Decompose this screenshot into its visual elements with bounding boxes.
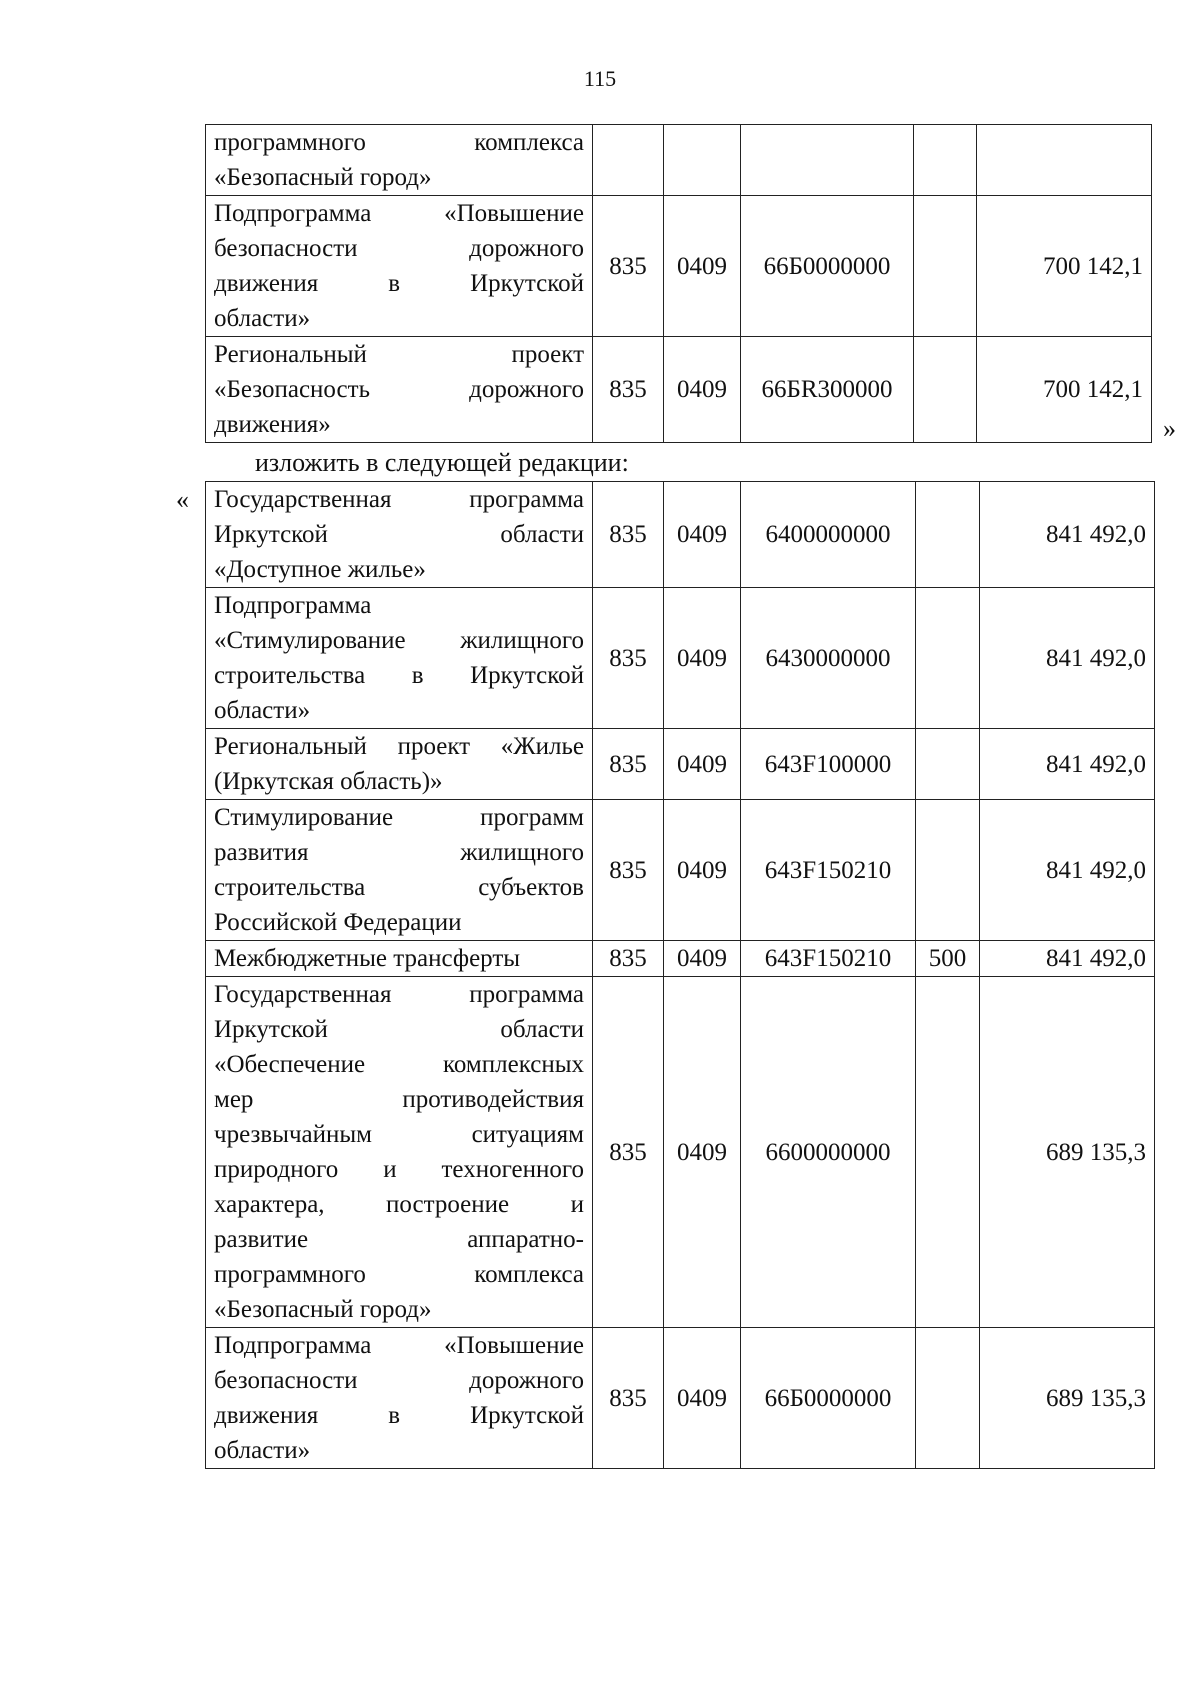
item-name-line: области» bbox=[214, 305, 311, 332]
item-name-line: программного комплекса bbox=[214, 129, 584, 156]
table-row bbox=[206, 1328, 1155, 1469]
item-name-line: Подпрограмма «Повышение bbox=[214, 200, 584, 227]
expense-type-cell bbox=[916, 588, 980, 729]
amount-cell: 841 492,0 bbox=[980, 588, 1155, 729]
section-code-cell: 0409 bbox=[664, 588, 741, 729]
section-code-cell: 0409 bbox=[664, 482, 741, 588]
item-name-line: Государственная программа bbox=[214, 486, 584, 513]
target-article-cell: 6600000000 bbox=[741, 977, 916, 1328]
expense-type-cell bbox=[916, 1328, 980, 1469]
item-name-cell bbox=[206, 729, 593, 800]
item-name-cell bbox=[206, 337, 593, 443]
section-code-cell: 0409 bbox=[664, 800, 741, 941]
item-name-cell bbox=[206, 196, 593, 337]
item-name-line: движения» bbox=[214, 411, 331, 438]
expense-type-cell bbox=[916, 729, 980, 800]
item-name-line: Российской Федерации bbox=[214, 909, 462, 936]
table-new-body bbox=[206, 482, 1155, 1469]
target-article-cell: 66БR300000 bbox=[741, 337, 914, 443]
item-name-line: «Безопасность дорожного bbox=[214, 376, 584, 403]
target-article-cell: 643F150210 bbox=[741, 941, 916, 977]
table-row bbox=[206, 337, 1152, 443]
table-row bbox=[206, 941, 1155, 977]
item-name-line: природного и техногенного bbox=[214, 1156, 584, 1183]
item-name-line: «Обеспечение комплексных bbox=[214, 1051, 584, 1078]
budget-table-new bbox=[205, 481, 1155, 1469]
item-name-line: развития жилищного bbox=[214, 839, 584, 866]
section-code-cell: 0409 bbox=[664, 196, 741, 337]
item-name-cell bbox=[206, 482, 593, 588]
admin-code-cell: 835 bbox=[593, 588, 664, 729]
admin-code-cell: 835 bbox=[593, 941, 664, 977]
item-name-line: движения в Иркутской bbox=[214, 270, 584, 297]
item-name-line: области» bbox=[214, 1437, 311, 1464]
item-name-line: Региональный проект «Жилье bbox=[214, 733, 584, 760]
target-article-cell: 6430000000 bbox=[741, 588, 916, 729]
item-name-line: Подпрограмма «Повышение bbox=[214, 1332, 584, 1359]
item-name-line: Иркутской области bbox=[214, 1016, 584, 1043]
target-article-cell bbox=[741, 125, 914, 196]
item-name-line: Государственная программа bbox=[214, 981, 584, 1008]
section-code-cell: 0409 bbox=[664, 1328, 741, 1469]
table-old-body bbox=[206, 125, 1152, 443]
expense-type-cell: 500 bbox=[916, 941, 980, 977]
section-code-cell: 0409 bbox=[664, 977, 741, 1328]
amount-cell: 700 142,1 bbox=[977, 196, 1152, 337]
item-name-line: «Доступное жилье» bbox=[214, 556, 426, 583]
table-row bbox=[206, 196, 1152, 337]
section-code-cell: 0409 bbox=[664, 941, 741, 977]
section-code-cell: 0409 bbox=[664, 729, 741, 800]
section-code-cell: 0409 bbox=[664, 337, 741, 443]
closing-quote: » bbox=[1163, 414, 1176, 443]
instruction-text: изложить в следующей редакции: bbox=[255, 448, 629, 477]
item-name-line: безопасности дорожного bbox=[214, 235, 584, 262]
item-name-line: развитие аппаратно- bbox=[214, 1226, 584, 1253]
table-row bbox=[206, 800, 1155, 941]
item-name-line: Стимулирование программ bbox=[214, 804, 584, 831]
item-name-line: программного комплекса bbox=[214, 1261, 584, 1288]
item-name-cell bbox=[206, 588, 593, 729]
item-name-line: чрезвычайным ситуациям bbox=[214, 1121, 584, 1148]
admin-code-cell: 835 bbox=[593, 977, 664, 1328]
item-name-line: характера, построение и bbox=[214, 1191, 584, 1218]
admin-code-cell: 835 bbox=[593, 196, 664, 337]
opening-quote: « bbox=[176, 485, 189, 514]
item-name-cell bbox=[206, 941, 593, 977]
expense-type-cell bbox=[916, 977, 980, 1328]
expense-type-cell bbox=[916, 482, 980, 588]
item-name-line: Подпрограмма bbox=[214, 592, 372, 619]
table-row bbox=[206, 977, 1155, 1328]
table-row bbox=[206, 482, 1155, 588]
item-name-line: мер противодействия bbox=[214, 1086, 584, 1113]
target-article-cell: 6400000000 bbox=[741, 482, 916, 588]
target-article-cell: 66Б0000000 bbox=[741, 196, 914, 337]
item-name-line: безопасности дорожного bbox=[214, 1367, 584, 1394]
amount-cell: 841 492,0 bbox=[980, 941, 1155, 977]
item-name-line: (Иркутская область)» bbox=[214, 768, 443, 795]
page-number: 115 bbox=[583, 66, 617, 91]
item-name-line: Межбюджетные трансферты bbox=[214, 945, 521, 972]
item-name-line: «Стимулирование жилищного bbox=[214, 627, 584, 654]
amount-cell: 689 135,3 bbox=[980, 977, 1155, 1328]
admin-code-cell: 835 bbox=[593, 1328, 664, 1469]
item-name-line: «Безопасный город» bbox=[214, 1296, 432, 1323]
section-code-cell bbox=[664, 125, 741, 196]
expense-type-cell bbox=[914, 125, 977, 196]
amount-cell: 841 492,0 bbox=[980, 800, 1155, 941]
item-name-line: Иркутской области bbox=[214, 521, 584, 548]
table-row bbox=[206, 588, 1155, 729]
admin-code-cell: 835 bbox=[593, 482, 664, 588]
target-article-cell: 643F150210 bbox=[741, 800, 916, 941]
table-row bbox=[206, 125, 1152, 196]
item-name-line: области» bbox=[214, 697, 311, 724]
amount-cell: 841 492,0 bbox=[980, 729, 1155, 800]
target-article-cell: 643F100000 bbox=[741, 729, 916, 800]
table-row bbox=[206, 729, 1155, 800]
item-name-line: «Безопасный город» bbox=[214, 164, 432, 191]
item-name-line: Региональный проект bbox=[214, 341, 584, 368]
admin-code-cell bbox=[593, 125, 664, 196]
budget-table-old bbox=[205, 124, 1152, 443]
expense-type-cell bbox=[916, 800, 980, 941]
item-name-cell bbox=[206, 1328, 593, 1469]
item-name-line: движения в Иркутской bbox=[214, 1402, 584, 1429]
expense-type-cell bbox=[914, 196, 977, 337]
item-name-cell bbox=[206, 977, 593, 1328]
admin-code-cell: 835 bbox=[593, 800, 664, 941]
item-name-cell bbox=[206, 125, 593, 196]
admin-code-cell: 835 bbox=[593, 729, 664, 800]
amount-cell: 700 142,1 bbox=[977, 337, 1152, 443]
amount-cell: 841 492,0 bbox=[980, 482, 1155, 588]
admin-code-cell: 835 bbox=[593, 337, 664, 443]
item-name-line: строительства в Иркутской bbox=[214, 662, 584, 689]
target-article-cell: 66Б0000000 bbox=[741, 1328, 916, 1469]
amount-cell bbox=[977, 125, 1152, 196]
expense-type-cell bbox=[914, 337, 977, 443]
item-name-cell bbox=[206, 800, 593, 941]
item-name-line: строительства субъектов bbox=[214, 874, 584, 901]
amount-cell: 689 135,3 bbox=[980, 1328, 1155, 1469]
